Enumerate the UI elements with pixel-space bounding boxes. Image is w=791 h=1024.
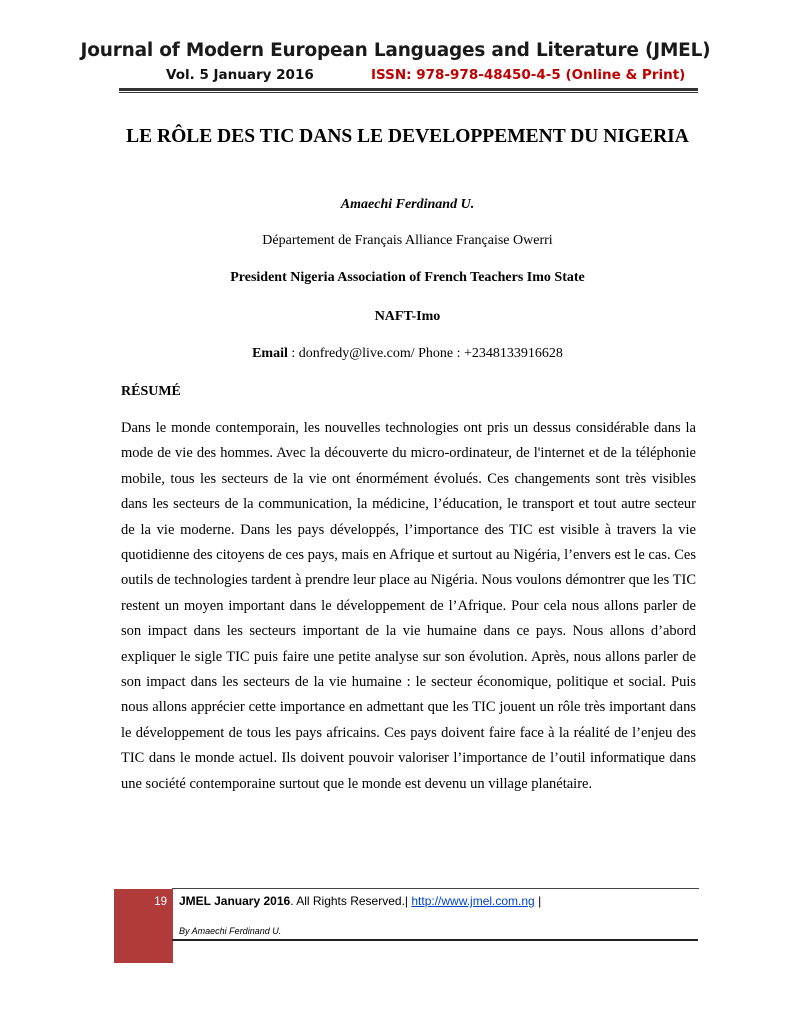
page-number: 19 (154, 896, 167, 908)
email-label: Email (252, 346, 288, 361)
journal-website-link[interactable]: http://www.jmel.com.ng (411, 894, 535, 908)
journal-title: Journal of Modern European Languages and Literature (JMEL) (80, 40, 711, 61)
journal-subheader (0, 67, 791, 87)
volume-info: Vol. 5 January 2016 (166, 67, 314, 83)
footer-byline: By Amaechi Ferdinand U. (179, 926, 282, 936)
author-department: Département de Français Alliance Française Owerri (262, 233, 553, 248)
footer-rule-top (172, 888, 699, 889)
contact-details: : donfredy@live.com/ Phone : +2348133916628 (287, 346, 563, 361)
abstract-heading: RÉSUMÉ (121, 384, 181, 399)
header-rule-thick (119, 88, 698, 91)
footer-rule-bottom (172, 939, 698, 941)
issn-info: ISSN: 978-978-48450-4-5 (Online & Print) (371, 67, 686, 83)
header-rule-thin (119, 92, 698, 93)
footer-copyright (179, 894, 541, 908)
abstract-body: Dans le monde contemporain, les nouvelles technologies ont pris un dessus considérable dans la mode de vie des hommes. Avec la découverte du micro-ordinateur, de l'internet et de la téléphonie mobile, tous les secteurs de la vie ont énormément évolués. Ces changements sont très visibles dans les secteurs de la communication, la médicine, l’éducation, le transport et tout autre secteur de la vie moderne. Dans les pays développés, l’importance des TIC est visible à travers la vie quotidienne des citoyens de ces pays, mais en Afrique et surtout au Nigéria, l’envers est le cas. Ces outils de technologies tardent à prendre leur place au Nigéria. Nous voulons démontrer que les TIC restent un moyen important dans le développement de l’Afrique. Pour cela nous allons parler de son impact dans les secteurs important de la vie humaine dans ce pays. Nous allons d’abord expliquer le sigle TIC puis faire une petite analyse sur son évolution. Après, nous allons parler de son impact dans les secteurs de la vie humaine : le secteur économique, politique et social. Puis nous allons apprécier cette importance en admettant que les TIC jouent un rôle très important dans le développement de tous les pays africains. Ces pays doivent faire face à la réalité de l’enjeu des TIC dans le monde actuel. Ils doivent pouvoir valoriser l’importance de l’outil informatique dans une société contemporaine surtout que le monde est devenu un village planétaire. (121, 420, 696, 792)
article-title: LE RÔLE DES TIC DANS LE DEVELOPPEMENT DU NIGERIA (126, 126, 689, 147)
author-organization: NAFT-Imo (374, 309, 441, 324)
footer-journal-label: JMEL January 2016 (179, 894, 291, 908)
author-contact (0, 346, 791, 362)
footer-rights: . All Rights Reserved.| (290, 894, 412, 908)
author-position: President Nigeria Association of French Teachers Imo State (230, 270, 585, 285)
author-name: Amaechi Ferdinand U. (340, 197, 475, 212)
footer-separator: | (534, 894, 542, 908)
